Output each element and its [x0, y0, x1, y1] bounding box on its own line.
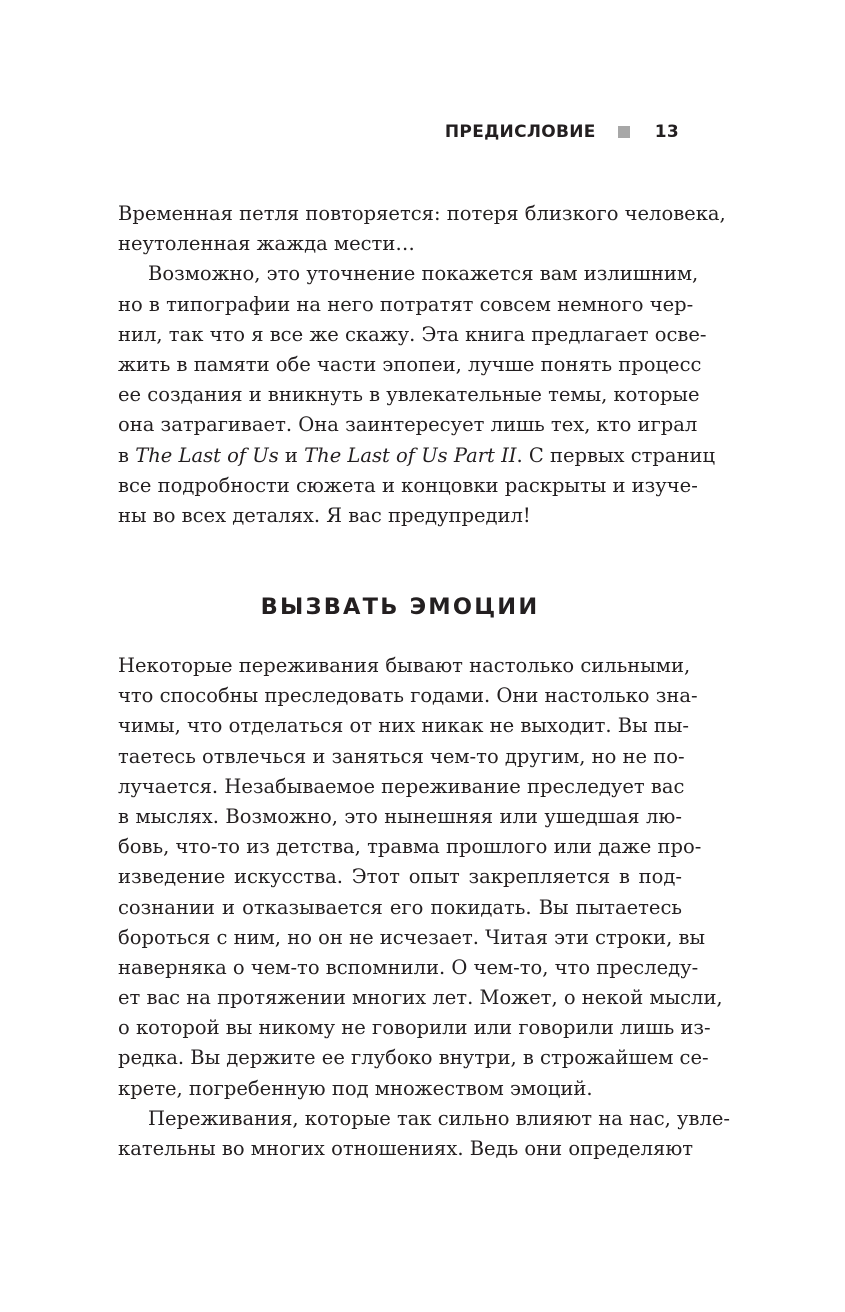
- text-line: Переживания, которые так сильно влияют на нас, увле-: [148, 1106, 731, 1130]
- text-line: о которой вы никому не говорили или говорили лишь из-: [118, 1016, 711, 1040]
- paragraph-block-intro: [118, 199, 726, 531]
- game-title: The Last of Us Part II: [304, 443, 517, 467]
- text-line: нил, так что я все же скажу. Эта книга предлагает осве-: [118, 322, 707, 346]
- text-line: она затрагивает. Она заинтересует лишь тех, кто играл: [118, 413, 698, 437]
- text-line: Возможно, это уточнение покажется вам излишним,: [148, 262, 699, 286]
- text-line: жить в памяти обе части эпопеи, лучше понять процесс: [118, 352, 702, 376]
- chapter-title: ПРЕДИСЛОВИЕ: [444, 122, 596, 142]
- text-line: что способны преследовать годами. Они настолько зна-: [118, 684, 698, 708]
- text-line: Некоторые переживания бывают настолько сильными,: [118, 654, 691, 677]
- paragraph-block-emotions: [118, 651, 731, 1164]
- text-line: таетесь отвлечься и заняться чем-то другим, но не по-: [118, 744, 685, 768]
- text-line: неутоленная жажда мести…: [118, 232, 415, 256]
- text-line: ет вас на протяжении многих лет. Может, о некой мысли,: [118, 986, 723, 1010]
- text-line: кательны во многих отношениях. Ведь они определяют: [118, 1137, 694, 1160]
- text-line: лучается. Незабываемое переживание преследует вас: [118, 774, 685, 798]
- text-line: в мыслях. Возможно, это нынешняя или ушедшая лю-: [118, 804, 682, 828]
- page-number: 13: [654, 122, 679, 142]
- text-line: чимы, что отделаться от них никак не выходит. Вы пы-: [118, 714, 689, 738]
- word: и: [284, 443, 298, 467]
- text-line: все подробности сюжета и концовки раскрыты и изуче-: [118, 473, 698, 497]
- text-line: ны во всех деталях. Я вас предупредил!: [118, 503, 531, 527]
- square-marker-icon: [618, 126, 630, 138]
- game-title: The Last of Us: [135, 443, 279, 467]
- text-line: крете, погребенную под множеством эмоций.: [118, 1076, 593, 1100]
- section-heading: ВЫЗВАТЬ ЭМОЦИИ: [260, 594, 540, 620]
- text-line-with-titles: [118, 441, 716, 471]
- running-head: [445, 119, 679, 145]
- text-line: наверняка о чем-то вспомнили. О чем-то, что преследу-: [118, 955, 699, 979]
- text-line: ее создания и вникнуть в увлекательные темы, которые: [118, 383, 700, 407]
- text-line: изведение искусства. Этот опыт закрепляется в под-: [118, 865, 682, 889]
- text-line: сознании и отказывается его покидать. Вы пытаетесь: [118, 895, 682, 919]
- text-line: бовь, что-то из детства, травма прошлого или даже про-: [118, 835, 702, 859]
- text-line: но в типографии на него потратят совсем немного чер-: [118, 292, 694, 316]
- text-line: Временная петля повторяется: потеря близкого человека,: [118, 202, 726, 225]
- text-line: редка. Вы держите ее глубоко внутри, в строжайшем се-: [118, 1046, 709, 1070]
- word: в: [118, 443, 129, 467]
- text-line: бороться с ним, но он не исчезает. Читая эти строки, вы: [118, 925, 706, 949]
- text-fragment: . С первых страниц: [516, 443, 716, 467]
